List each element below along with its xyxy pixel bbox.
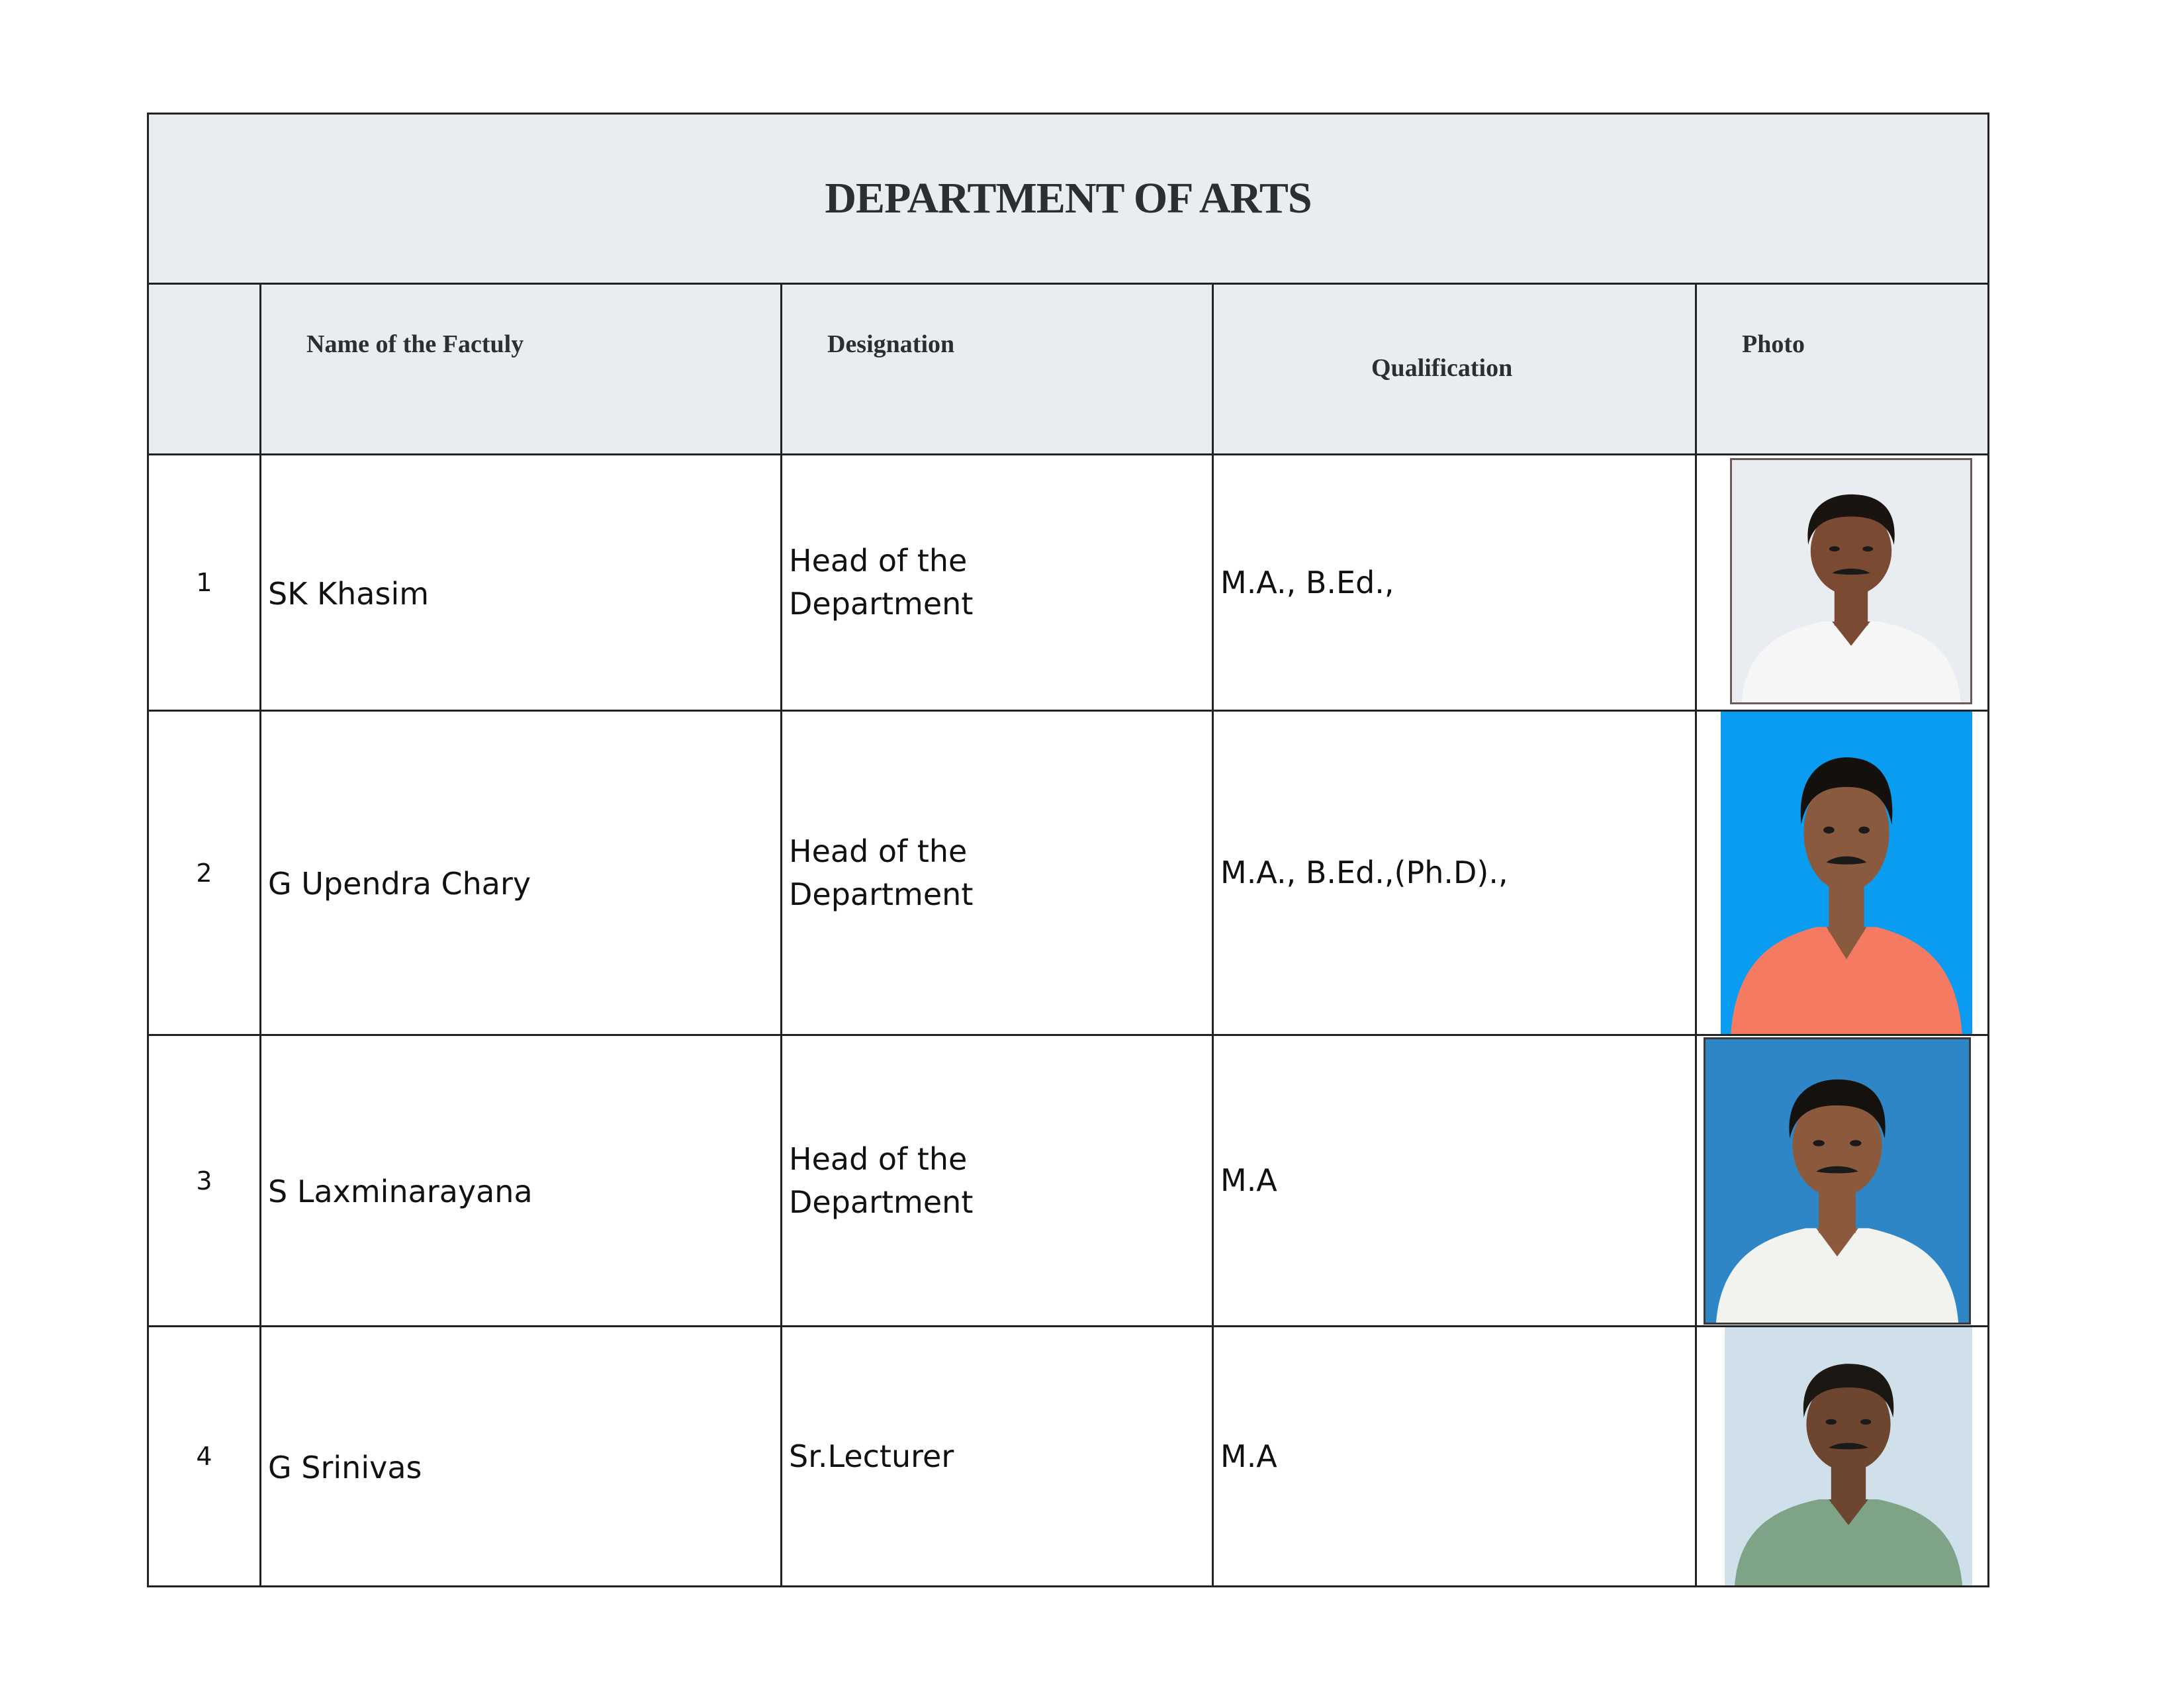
portrait-graphic [1725,1327,1972,1585]
photo-eye [1829,546,1840,551]
faculty-qualification: M.A., B.Ed., [1213,455,1696,711]
designation-line: Head of the [789,833,968,869]
designation-line: Department [789,586,974,622]
portrait-graphic [1706,1039,1969,1323]
photo-eye [1858,827,1870,834]
header-sno [148,284,261,455]
table-row [148,455,1989,711]
photo-eye [1850,1140,1862,1146]
portrait-graphic [1732,460,1970,702]
table-row [148,1035,1989,1327]
photo-cell [1696,711,1989,1035]
serial-number: 3 [148,1035,261,1327]
faculty-qualification: M.A [1213,1035,1696,1327]
faculty-designation [782,711,1213,1035]
faculty-photo [1725,1327,1972,1585]
department-title: DEPARTMENT OF ARTS [148,114,1989,284]
photo-eye [1826,1419,1837,1425]
faculty-photo [1721,712,1972,1035]
faculty-designation [782,1327,1213,1587]
serial-number: 1 [148,455,261,711]
serial-number: 2 [148,711,261,1035]
photo-eye [1860,1419,1871,1425]
designation-line: Sr.Lecturer [789,1438,954,1474]
header-name: Name of the Factuly [261,284,782,455]
faculty-name: G Srinivas [261,1327,782,1587]
table-row [148,1327,1989,1587]
photo-cell [1696,1327,1989,1587]
designation-line: Department [789,876,974,912]
faculty-name: SK Khasim [261,455,782,711]
serial-number: 4 [148,1327,261,1587]
faculty-designation [782,1035,1213,1327]
faculty-qualification: M.A., B.Ed.,(Ph.D)., [1213,711,1696,1035]
faculty-qualification: M.A [1213,1327,1696,1587]
faculty-name: G Upendra Chary [261,711,782,1035]
faculty-name: S Laxminarayana [261,1035,782,1327]
faculty-photo [1730,458,1972,704]
photo-eye [1862,546,1873,551]
faculty-photo [1704,1037,1971,1325]
faculty-table [147,113,1989,1587]
photo-cell [1696,1035,1989,1327]
table-row [148,711,1989,1035]
header-designation: Designation [782,284,1213,455]
designation-line: Department [789,1184,974,1220]
header-row [148,284,1989,455]
designation-line: Head of the [789,1141,968,1177]
header-qualification: Qualification [1213,284,1696,455]
header-photo: Photo [1696,284,1989,455]
designation-line: Head of the [789,543,968,579]
photo-eye [1813,1140,1825,1146]
faculty-designation [782,455,1213,711]
photo-eye [1823,827,1835,834]
photo-cell [1696,455,1989,711]
portrait-graphic [1721,712,1972,1035]
